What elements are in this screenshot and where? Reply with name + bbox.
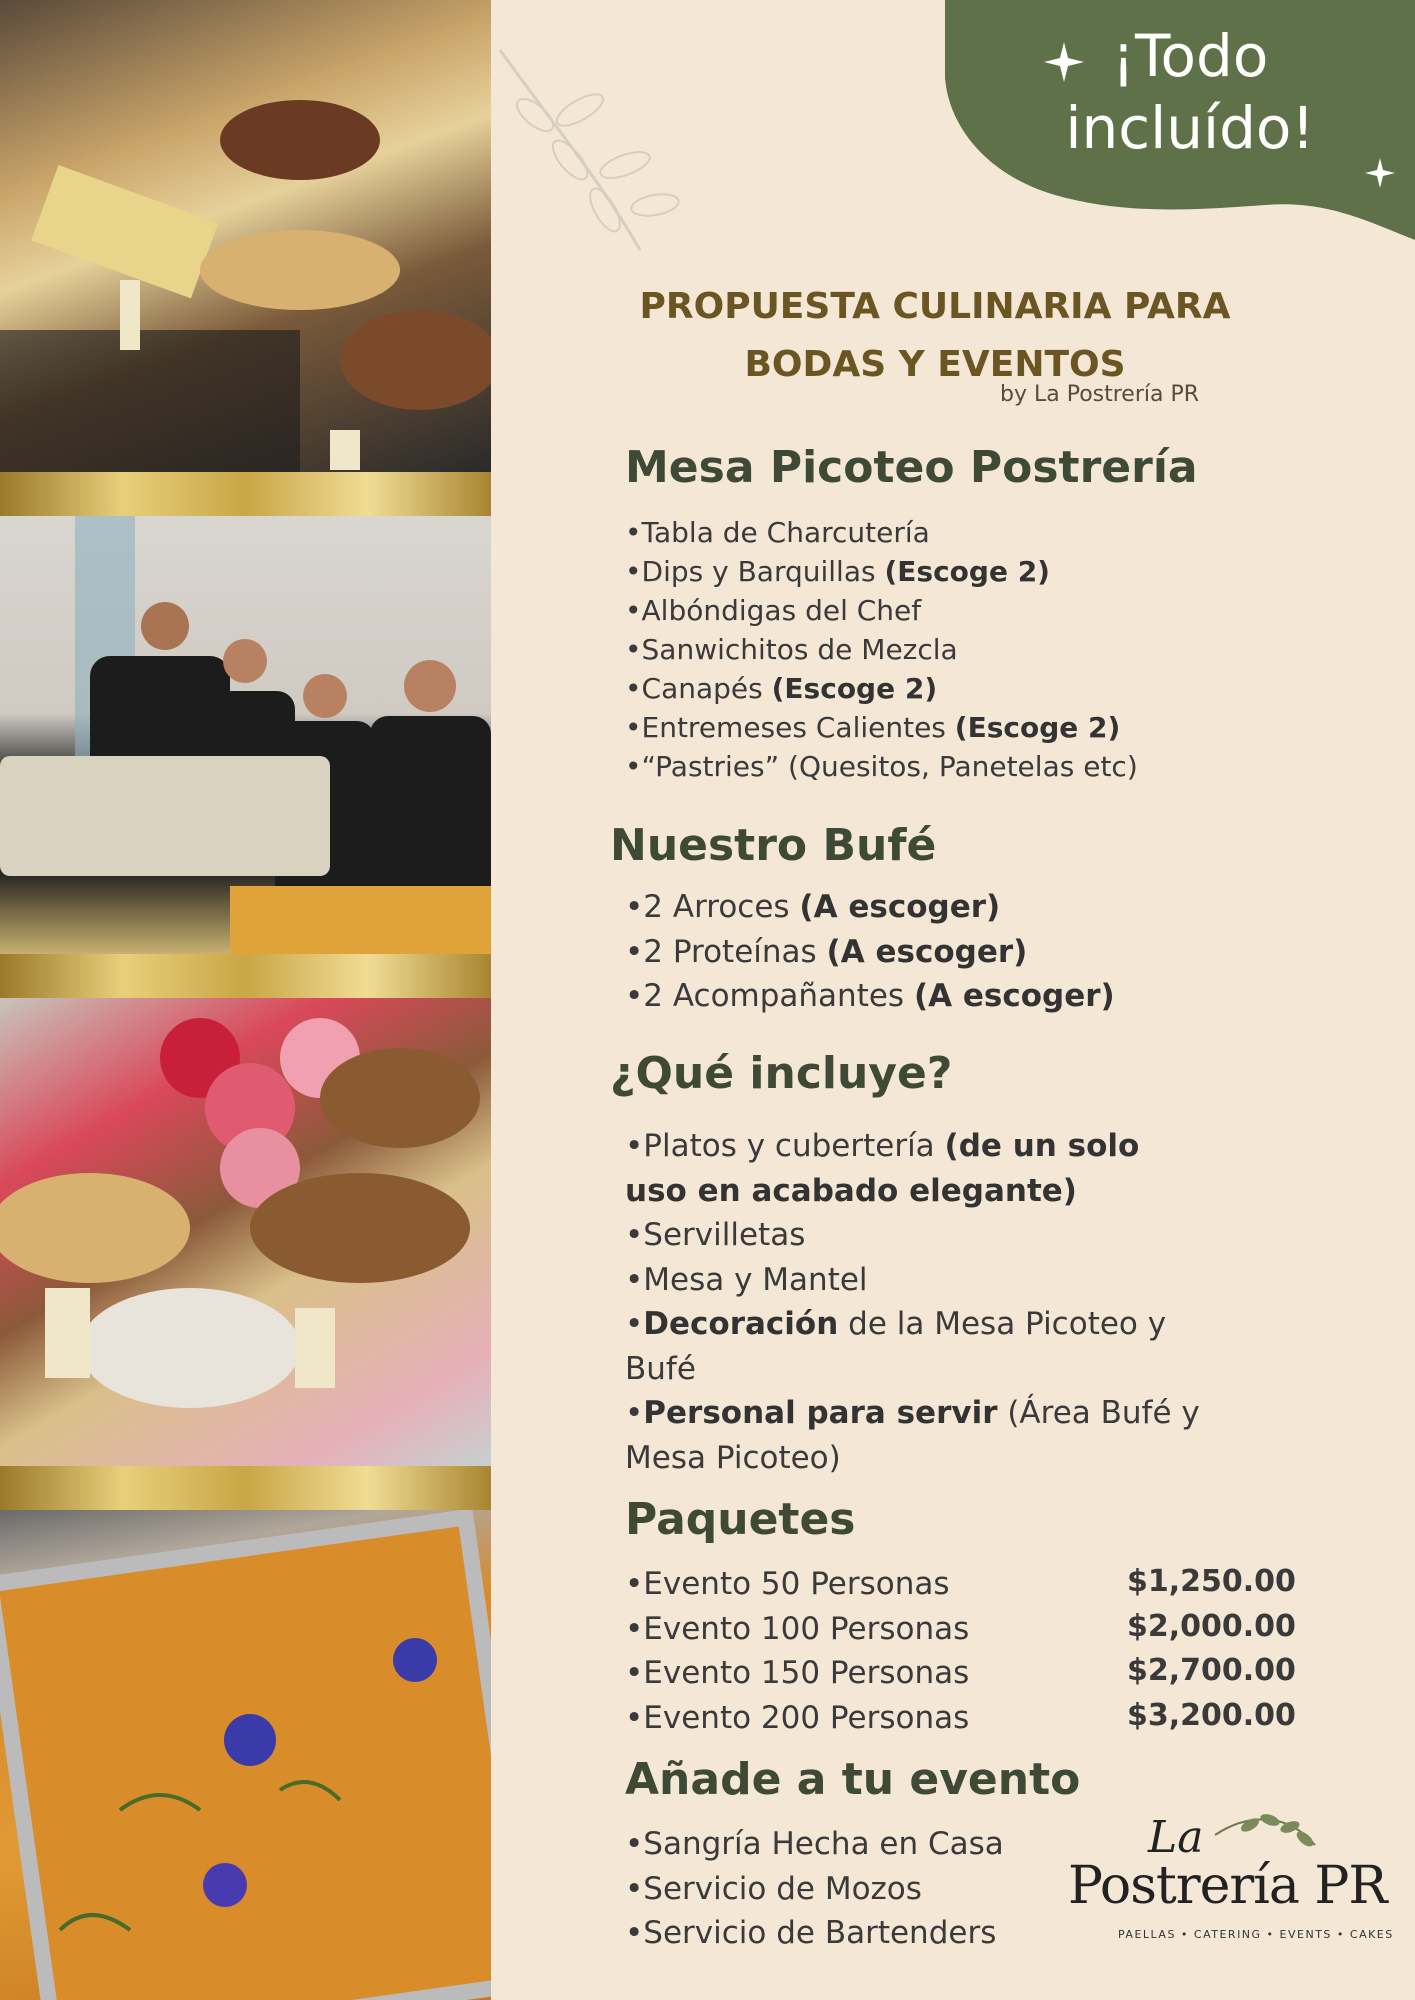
list-item: •Evento 200 Personas [625, 1699, 970, 1736]
list-item: •Platos y cubertería (de un solo uso en acabado elegante) [625, 1128, 1140, 1209]
list-bufe [625, 885, 1115, 1019]
photo-grazing-table [0, 0, 491, 472]
list-item: •Servicio de Mozos [625, 1870, 922, 1907]
photo-chef-team [0, 516, 491, 954]
page-title [560, 278, 1310, 394]
list-item: •Evento 100 Personas [625, 1610, 970, 1647]
list-item: •Servilletas [625, 1217, 806, 1253]
list-item: •Sangría Hecha en Casa [625, 1826, 1004, 1862]
price: $1,250.00 [1127, 1564, 1296, 1599]
list-item: •Personal para servir (Área Bufé y Mesa Picoteo) [625, 1395, 1200, 1476]
title-line2: BODAS Y EVENTOS [744, 344, 1126, 385]
price: $2,700.00 [1127, 1653, 1296, 1688]
list-item: •Albóndigas del Chef [625, 594, 922, 627]
chef-team-shapes [0, 516, 491, 954]
list-item: •Mesa y Mantel [625, 1261, 868, 1298]
heading-que-incluye: ¿Qué incluye? [610, 1048, 953, 1099]
title-line1: PROPUESTA CULINARIA PARA [639, 286, 1231, 327]
list-item: •Evento 50 Personas [625, 1566, 950, 1602]
list-item: •Sanwichitos de Mezcla [625, 633, 958, 666]
badge-line2: incluído! [1065, 94, 1315, 162]
list-item: •Servicio de Bartenders [625, 1915, 997, 1951]
badge-text [1000, 20, 1380, 164]
photo-column [0, 0, 491, 2000]
list-item: •Entremeses Calientes (Escoge 2) [625, 711, 1121, 744]
list-item: •Canapés (Escoge 2) [625, 672, 938, 705]
badge-line1: ¡Todo [1111, 22, 1269, 90]
gold-divider [0, 1466, 491, 1510]
gold-divider [0, 472, 491, 516]
price: $3,200.00 [1127, 1697, 1296, 1733]
list-item: •Evento 150 Personas [625, 1655, 970, 1691]
rice-tray-shapes [0, 1510, 491, 2000]
photo-rice-tray [0, 1510, 491, 2000]
list-item: •2 Arroces (A escoger) [625, 889, 1001, 925]
list-item: •Dips y Barquillas (Escoge 2) [625, 555, 1050, 588]
heading-nuestro-bufe: Nuestro Bufé [610, 820, 937, 871]
byline: by La Postrería PR [1000, 382, 1200, 407]
list-paquetes [625, 1562, 969, 1740]
photo-flower-table [0, 998, 491, 1466]
gold-divider [0, 954, 491, 998]
leaf-branch-decoration [490, 40, 690, 260]
list-mesa-picoteo [625, 513, 1138, 786]
heading-paquetes: Paquetes [625, 1494, 856, 1545]
list-item: •Tabla de Charcutería [625, 516, 930, 549]
heading-anade: Añade a tu evento [625, 1754, 1081, 1805]
logo-tagline: PAELLAS • CATERING • EVENTS • CAKES [1118, 1928, 1394, 1941]
list-anade [625, 1822, 1004, 1956]
logo-name: Postrería PR [1068, 1856, 1387, 1916]
list-incluye [625, 1124, 1205, 1480]
list-item: •“Pastries” (Quesitos, Panetelas etc) [625, 750, 1138, 783]
heading-mesa-picoteo: Mesa Picoteo Postrería [625, 442, 1198, 493]
price-column [1127, 1560, 1296, 1738]
flower-table-shapes [0, 998, 491, 1466]
price: $2,000.00 [1127, 1608, 1296, 1644]
logo-la: La [1148, 1812, 1204, 1863]
list-item: •2 Proteínas (A escoger) [625, 933, 1028, 970]
grazing-table-shapes [0, 0, 491, 472]
list-item: •2 Acompañantes (A escoger) [625, 978, 1115, 1014]
list-item: •Decoración de la Mesa Picoteo y Bufé [625, 1306, 1167, 1387]
